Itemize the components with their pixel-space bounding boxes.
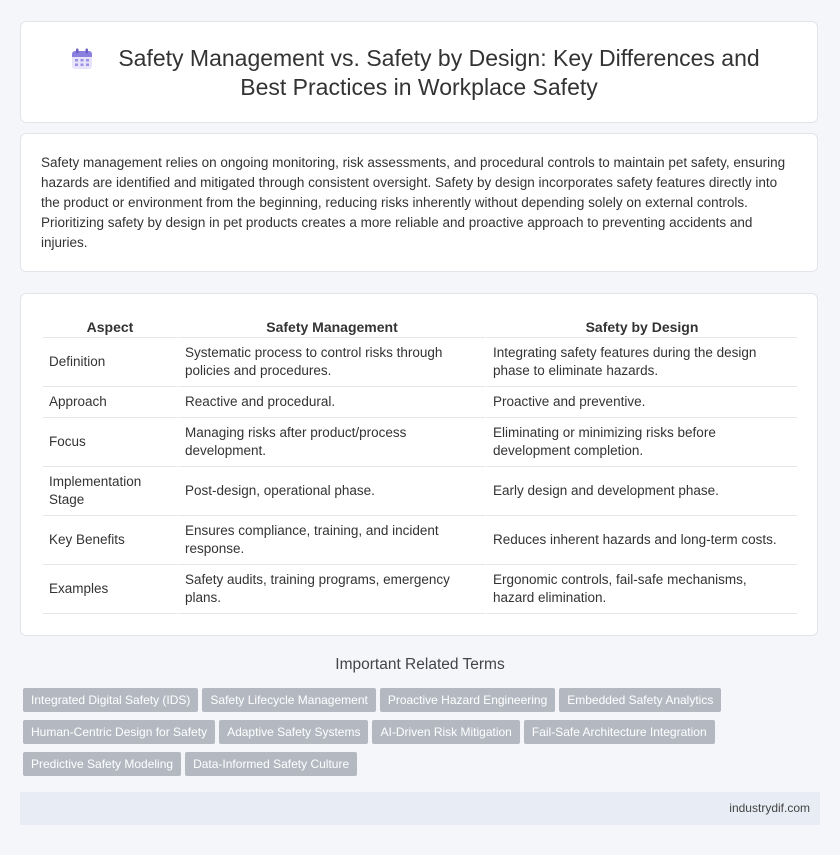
cell-aspect: Focus — [43, 418, 177, 467]
table-row — [43, 516, 797, 565]
footer — [20, 792, 820, 825]
intro-paragraph: Safety management relies on ongoing monitoring, risk assessments, and procedural controls to maintain pet safety, ensuring hazards are identified and mitigated through consistent oversight. Safety by design incorporates safety features directly into the product or environment from the beginning, reducing risks inherently without depending solely on external controls. Prioritizing safety by design in pet products creates a more reliable and proactive approach to preventing accidents and injuries. — [41, 155, 786, 250]
cell-design: Proactive and preventive. — [485, 387, 797, 418]
cell-design: Ergonomic controls, fail-safe mechanisms, hazard elimination. — [485, 565, 797, 614]
related-term-tag[interactable]: Human-Centric Design for Safety — [23, 720, 215, 744]
cell-management: Post-design, operational phase. — [177, 467, 485, 516]
cell-management: Reactive and procedural. — [177, 387, 485, 418]
cell-management: Ensures compliance, training, and incident response. — [177, 516, 485, 565]
footer-site-link[interactable]: industrydif.com — [729, 801, 810, 815]
table-row — [43, 565, 797, 614]
page-title — [21, 44, 817, 102]
table-header-row — [43, 316, 797, 338]
cell-management: Systematic process to control risks through policies and procedures. — [177, 338, 485, 387]
related-term-tag[interactable]: Data-Informed Safety Culture — [185, 752, 357, 776]
table-row — [43, 467, 797, 516]
cell-design: Integrating safety features during the design phase to eliminate hazards. — [485, 338, 797, 387]
header-card — [20, 21, 818, 123]
related-term-tag[interactable]: Adaptive Safety Systems — [219, 720, 368, 744]
header-safety-management: Safety Management — [177, 316, 485, 338]
related-terms-title: Important Related Terms — [335, 656, 505, 673]
comparison-card — [20, 293, 818, 636]
related-terms-list — [23, 688, 813, 784]
cell-aspect: Definition — [43, 338, 177, 387]
page-title-line-2: Best Practices in Workplace Safety — [240, 74, 598, 100]
cell-design: Early design and development phase. — [485, 467, 797, 516]
header-safety-by-design: Safety by Design — [485, 316, 797, 338]
table-row — [43, 387, 797, 418]
cell-aspect: Examples — [43, 565, 177, 614]
related-term-tag[interactable]: Integrated Digital Safety (IDS) — [23, 688, 198, 712]
header-aspect: Aspect — [43, 316, 177, 338]
comparison-table — [43, 316, 797, 614]
cell-aspect: Implementation Stage — [43, 467, 177, 516]
table-row — [43, 338, 797, 387]
intro-card — [20, 133, 818, 272]
table-row — [43, 418, 797, 467]
related-term-tag[interactable]: AI-Driven Risk Mitigation — [372, 720, 519, 744]
page-title-line-1: Safety Management vs. Safety by Design: Key Differences and — [118, 45, 760, 71]
related-term-tag[interactable]: Embedded Safety Analytics — [559, 688, 721, 712]
related-term-tag[interactable]: Fail-Safe Architecture Integration — [524, 720, 715, 744]
cell-management: Managing risks after product/process development. — [177, 418, 485, 467]
related-term-tag[interactable]: Predictive Safety Modeling — [23, 752, 181, 776]
related-term-tag[interactable]: Safety Lifecycle Management — [202, 688, 375, 712]
related-term-tag[interactable]: Proactive Hazard Engineering — [380, 688, 555, 712]
cell-management: Safety audits, training programs, emergency plans. — [177, 565, 485, 614]
cell-aspect: Approach — [43, 387, 177, 418]
cell-design: Eliminating or minimizing risks before development completion. — [485, 418, 797, 467]
cell-design: Reduces inherent hazards and long-term costs. — [485, 516, 797, 565]
cell-aspect: Key Benefits — [43, 516, 177, 565]
